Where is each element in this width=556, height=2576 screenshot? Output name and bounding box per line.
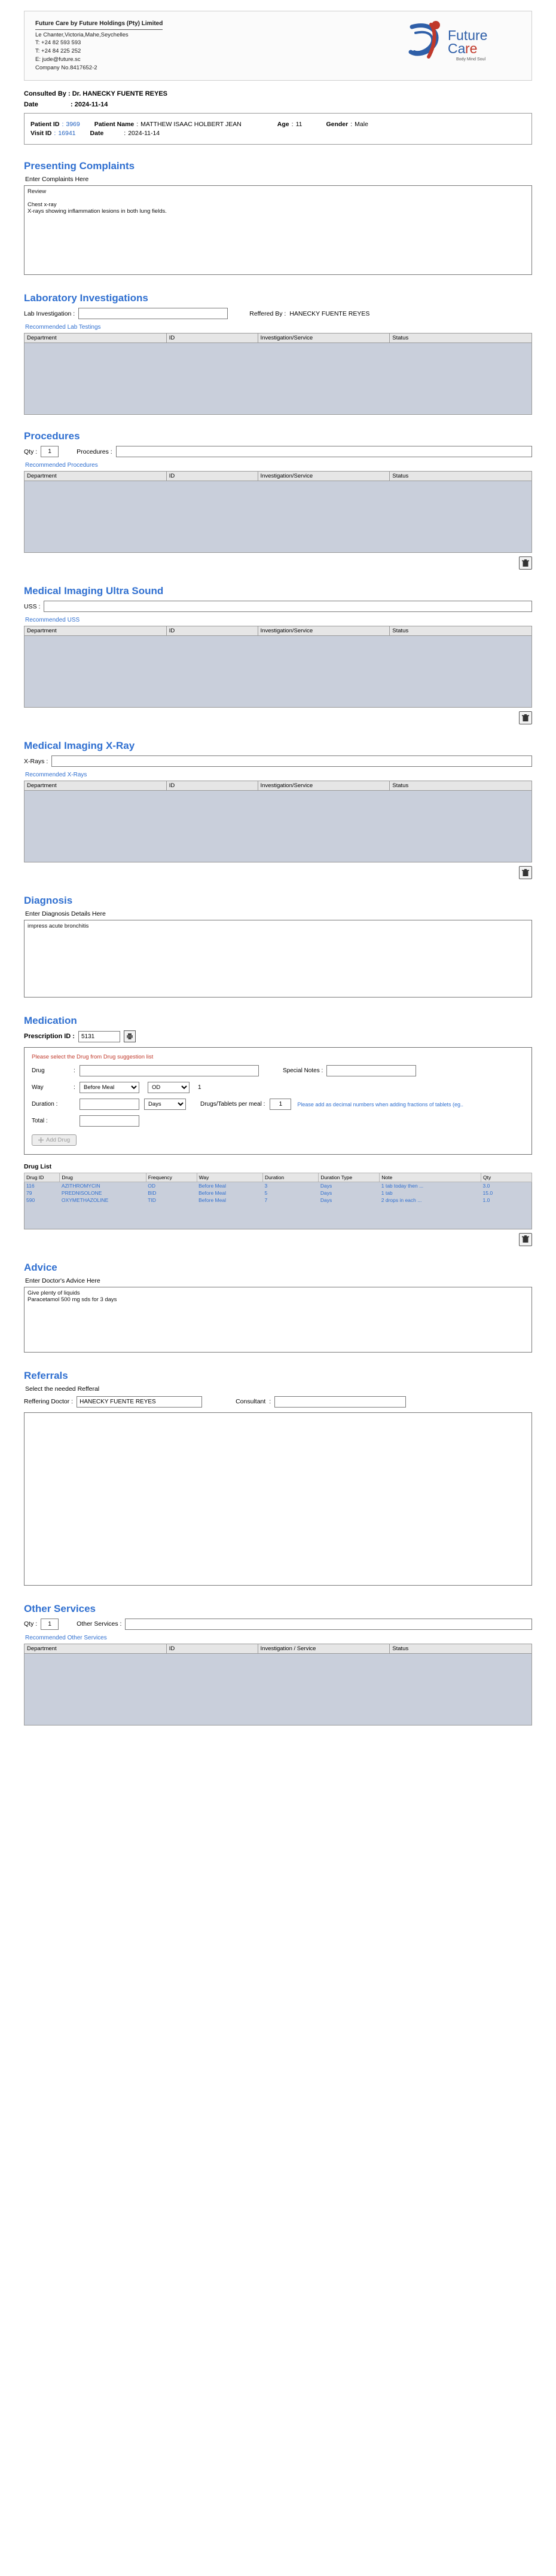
drug-list-title: Drug List bbox=[24, 1163, 52, 1171]
total-row bbox=[32, 1115, 524, 1127]
lab-col-id: ID bbox=[166, 334, 258, 343]
lab-col-department: Department bbox=[25, 334, 167, 343]
procedures-actions bbox=[24, 556, 532, 570]
xray-title: Medical Imaging X-Ray bbox=[24, 740, 135, 752]
proc-col-department: Department bbox=[25, 472, 167, 481]
uss-label: USS : bbox=[24, 602, 41, 610]
drug-col-way: Way bbox=[197, 1173, 262, 1182]
referring-doctor-label: Reffering Doctor : bbox=[24, 1398, 74, 1406]
other-services-qty-label: Qty : bbox=[24, 1620, 38, 1628]
duration-input[interactable] bbox=[80, 1099, 139, 1110]
table-header-row bbox=[25, 1644, 532, 1653]
drug-row-way: Before Meal bbox=[198, 1183, 226, 1189]
laboratory-title: Laboratory Investigations bbox=[24, 292, 148, 304]
procedures-qty-label: Qty : bbox=[24, 448, 38, 455]
diagnosis-sub: Enter Diagnosis Details Here bbox=[25, 910, 106, 918]
table-header-row bbox=[25, 472, 532, 481]
svg-text:Ca: Ca bbox=[448, 41, 466, 56]
drug-input[interactable] bbox=[80, 1065, 259, 1076]
drug-row-frequency: BID bbox=[148, 1190, 157, 1197]
clinic-email: E: jude@future.sc bbox=[35, 56, 81, 63]
drug-list-actions bbox=[24, 1233, 532, 1246]
drug-colon: : bbox=[74, 1067, 75, 1075]
duration-unit-select[interactable] bbox=[144, 1099, 186, 1110]
trash-icon bbox=[522, 559, 529, 567]
lab-results-table bbox=[24, 333, 532, 343]
delete-uss-button[interactable] bbox=[519, 711, 532, 724]
referrals-title: Referrals bbox=[24, 1369, 68, 1381]
drug-selection-warning: Please select the Drug from Drug suggestion list bbox=[32, 1054, 154, 1061]
drug-row-name: OXYMETHAZOLINE bbox=[61, 1197, 109, 1204]
add-drug-button[interactable] bbox=[32, 1134, 77, 1146]
procedures-table bbox=[24, 471, 532, 481]
plus-icon bbox=[38, 1137, 44, 1143]
xray-table bbox=[24, 781, 532, 791]
uss-input-row bbox=[24, 601, 532, 612]
other-services-input[interactable] bbox=[125, 1619, 532, 1630]
svg-text:Body Mind Soul: Body Mind Soul bbox=[456, 57, 486, 62]
trash-icon bbox=[522, 714, 529, 722]
drug-row-name: AZITHROMYCIN bbox=[61, 1183, 100, 1189]
patient-info-row-2 bbox=[30, 130, 526, 137]
procedures-grid bbox=[24, 471, 532, 553]
special-notes-label: Special Notes : bbox=[283, 1067, 323, 1075]
proc-col-id: ID bbox=[166, 472, 258, 481]
patient-age-label: Age bbox=[277, 121, 289, 129]
clinic-info bbox=[35, 20, 163, 72]
drug-row-duration-type: Days bbox=[320, 1190, 332, 1197]
visit-id-value: 16941 bbox=[58, 130, 76, 137]
procedures-label: Procedures : bbox=[77, 448, 112, 455]
trash-icon bbox=[522, 869, 529, 877]
consult-date-row bbox=[24, 101, 532, 108]
os-col-status: Status bbox=[390, 1644, 532, 1653]
patient-name-value: MATTHEW ISAAC HOLBERT JEAN bbox=[140, 121, 242, 129]
other-services-label: Other Services : bbox=[77, 1620, 122, 1628]
prescription-id-label: Prescription ID : bbox=[24, 1033, 75, 1041]
drug-row-id: 79 bbox=[26, 1190, 32, 1197]
drug-row-qty: 15.0 bbox=[482, 1190, 493, 1197]
table-header-row bbox=[25, 1173, 532, 1182]
ultrasound-title: Medical Imaging Ultra Sound bbox=[24, 585, 164, 597]
drug-col-id: Drug ID bbox=[25, 1173, 60, 1182]
way-label: Way bbox=[32, 1084, 44, 1091]
visit-date-value: 2024-11-14 bbox=[128, 130, 160, 137]
way-colon: : bbox=[74, 1084, 75, 1091]
table-row[interactable] bbox=[25, 1189, 532, 1197]
duration-label: Duration : bbox=[32, 1101, 58, 1108]
svg-text:re: re bbox=[465, 41, 478, 56]
uss-input[interactable] bbox=[44, 601, 532, 612]
drug-row bbox=[32, 1065, 524, 1076]
future-care-logo-icon bbox=[401, 20, 515, 71]
patient-gender-value: Male bbox=[355, 121, 368, 129]
other-services-grid bbox=[24, 1644, 532, 1726]
procedures-input-row bbox=[24, 446, 532, 457]
delete-procedure-button[interactable] bbox=[519, 556, 532, 570]
recommended-other-services-link[interactable]: Recommended Other Services bbox=[25, 1634, 107, 1641]
diagnosis-textarea[interactable] bbox=[24, 920, 532, 998]
referrals-sub: Select the needed Refferal bbox=[25, 1385, 100, 1393]
proc-col-investigation: Investigation/Service bbox=[258, 472, 390, 481]
diagnosis-title: Diagnosis bbox=[24, 895, 73, 907]
consulted-by-value: Dr. HANECKY FUENTE REYES bbox=[72, 90, 168, 98]
drug-row-way: Before Meal bbox=[198, 1190, 226, 1197]
drug-row-note: 1 tab bbox=[381, 1190, 393, 1197]
clinic-header bbox=[24, 11, 532, 81]
way-row bbox=[32, 1082, 524, 1093]
lab-results-body bbox=[24, 343, 532, 415]
other-services-input-row bbox=[24, 1619, 532, 1630]
printer-icon bbox=[126, 1033, 133, 1040]
drug-list-table bbox=[24, 1173, 532, 1229]
prescription-id-input[interactable] bbox=[78, 1031, 120, 1042]
clinic-logo bbox=[395, 20, 521, 71]
other-services-qty-input[interactable] bbox=[41, 1619, 59, 1630]
prescription-id-row bbox=[24, 1030, 532, 1042]
clinic-name: Future Care by Future Holdings (Pty) Limited bbox=[35, 20, 163, 30]
drugs-per-meal-label: Drugs/Tablets per meal : bbox=[200, 1101, 265, 1108]
consultant-colon: : bbox=[269, 1398, 271, 1406]
drug-col-note: Note bbox=[380, 1173, 481, 1182]
consult-date-colon: : bbox=[70, 101, 73, 109]
consulted-by-label: Consulted By : bbox=[24, 90, 71, 98]
route-select[interactable] bbox=[148, 1082, 190, 1093]
table-header-row bbox=[25, 626, 532, 636]
drug-row-duration: 7 bbox=[264, 1197, 268, 1204]
special-notes-input[interactable] bbox=[326, 1065, 416, 1076]
lab-col-investigation: Investigation/Service bbox=[258, 334, 390, 343]
lab-investigation-label: Lab Investigation : bbox=[24, 310, 75, 317]
patient-id-colon: : bbox=[62, 121, 64, 129]
xray-col-status: Status bbox=[390, 781, 532, 791]
decimal-note: Please add as decimal numbers when adding fractions of tablets (eg.. bbox=[297, 1101, 464, 1108]
procedures-qty-input[interactable] bbox=[41, 446, 59, 457]
patient-name-label: Patient Name bbox=[94, 121, 135, 129]
recommended-procedures-link[interactable]: Recommended Procedures bbox=[25, 462, 98, 469]
total-label: Total : bbox=[32, 1118, 48, 1125]
drug-row-name: PREDNISOLONE bbox=[61, 1190, 102, 1197]
frequency-extra-value: 1 bbox=[198, 1084, 201, 1091]
recommended-lab-testings-link[interactable]: Recommended Lab Testings bbox=[25, 324, 101, 331]
uss-actions bbox=[24, 711, 532, 724]
drug-col-duration: Duration bbox=[263, 1173, 319, 1182]
patient-gender-colon: : bbox=[350, 121, 353, 129]
patient-name-colon: : bbox=[136, 121, 139, 129]
consultant-input[interactable] bbox=[274, 1396, 406, 1408]
delete-xray-button[interactable] bbox=[519, 866, 532, 879]
drug-row-duration-type: Days bbox=[320, 1197, 332, 1204]
svg-text:Future: Future bbox=[448, 27, 488, 43]
visit-date-label: Date bbox=[90, 130, 104, 137]
uss-table bbox=[24, 626, 532, 636]
drug-row-id: 116 bbox=[26, 1183, 35, 1189]
drug-row-qty: 3.0 bbox=[482, 1183, 490, 1189]
drug-row-note: 2 drops in each ... bbox=[381, 1197, 422, 1204]
medication-title: Medication bbox=[24, 1015, 77, 1027]
visit-date-colon: : bbox=[124, 130, 126, 137]
os-col-investigation: Investigation / Service bbox=[258, 1644, 390, 1653]
total-input[interactable] bbox=[80, 1115, 139, 1127]
uss-col-id: ID bbox=[166, 626, 258, 636]
clinic-company-no: Company No.8417652-2 bbox=[35, 64, 97, 71]
procedures-input[interactable] bbox=[116, 446, 532, 457]
uss-body bbox=[24, 636, 532, 708]
lab-investigation-input[interactable] bbox=[78, 308, 228, 319]
drugs-per-meal-input[interactable] bbox=[270, 1099, 291, 1110]
xray-col-id: ID bbox=[166, 781, 258, 791]
drug-col-duration-type: Duration Type bbox=[319, 1173, 380, 1182]
procedures-title: Procedures bbox=[24, 430, 80, 442]
drug-row-id: 590 bbox=[26, 1197, 35, 1204]
drug-col-qty: Qty bbox=[481, 1173, 532, 1182]
drug-label: Drug bbox=[32, 1067, 45, 1075]
uss-col-investigation: Investigation/Service bbox=[258, 626, 390, 636]
uss-grid bbox=[24, 626, 532, 708]
patient-info-row-1 bbox=[30, 121, 526, 128]
referred-by-value: HANECKY FUENTE REYES bbox=[289, 310, 370, 317]
referral-notes-textarea[interactable] bbox=[24, 1412, 532, 1586]
drug-col-drug: Drug bbox=[60, 1173, 146, 1182]
way-select[interactable] bbox=[80, 1082, 139, 1093]
referral-doctor-row bbox=[24, 1396, 532, 1408]
presenting-complaints-title: Presenting Complaints bbox=[24, 160, 135, 172]
xray-input-row bbox=[24, 755, 532, 767]
delete-drug-button[interactable] bbox=[519, 1233, 532, 1246]
drug-row-frequency: TID bbox=[148, 1197, 156, 1204]
lab-col-status: Status bbox=[390, 334, 532, 343]
xray-input[interactable] bbox=[51, 755, 532, 767]
advice-title: Advice bbox=[24, 1261, 57, 1273]
drug-row-frequency: OD bbox=[148, 1183, 155, 1189]
drug-row-duration-type: Days bbox=[320, 1183, 332, 1189]
drug-list-empty-space bbox=[25, 1204, 532, 1229]
visit-id-label: Visit ID bbox=[30, 130, 52, 137]
xray-col-department: Department bbox=[25, 781, 167, 791]
print-prescription-button[interactable] bbox=[124, 1030, 136, 1042]
referred-by-label: Reffered By : bbox=[249, 310, 286, 317]
consult-date-label: Date bbox=[24, 101, 38, 109]
medication-entry-panel bbox=[24, 1047, 532, 1155]
presenting-complaints-sub: Enter Complaints Here bbox=[25, 176, 89, 183]
trash-icon bbox=[522, 1235, 529, 1243]
drug-row-duration: 3 bbox=[264, 1183, 268, 1189]
drug-col-frequency: Frequency bbox=[146, 1173, 197, 1182]
patient-id-label: Patient ID bbox=[30, 121, 60, 129]
proc-col-status: Status bbox=[390, 472, 532, 481]
uss-col-status: Status bbox=[390, 626, 532, 636]
recommended-uss-link[interactable]: Recommended USS bbox=[25, 617, 80, 624]
patient-age-colon: : bbox=[291, 121, 294, 129]
consulted-by-row bbox=[24, 90, 532, 97]
lab-results-grid bbox=[24, 333, 532, 415]
recommended-xrays-link[interactable]: Recommended X-Rays bbox=[25, 772, 87, 779]
drug-row-duration: 5 bbox=[264, 1190, 268, 1197]
clinic-tel-1: T: +24 82 593 593 bbox=[35, 39, 81, 47]
add-drug-label: Add Drug bbox=[46, 1137, 71, 1144]
xray-body bbox=[24, 791, 532, 862]
xray-grid bbox=[24, 781, 532, 862]
other-services-table bbox=[24, 1644, 532, 1654]
xray-actions bbox=[24, 866, 532, 879]
table-header-row bbox=[25, 781, 532, 791]
drug-row-qty: 1.0 bbox=[482, 1197, 490, 1204]
advice-textarea[interactable] bbox=[24, 1287, 532, 1353]
other-services-body bbox=[24, 1654, 532, 1726]
os-col-department: Department bbox=[25, 1644, 167, 1653]
patient-gender-label: Gender bbox=[326, 121, 349, 129]
visit-id-colon: : bbox=[54, 130, 56, 137]
procedures-body bbox=[24, 481, 532, 553]
xray-label: X-Rays : bbox=[24, 757, 48, 765]
patient-id-value: 3969 bbox=[66, 121, 80, 129]
patient-info-box bbox=[24, 113, 532, 145]
clinic-tel-2: T: +24 84 225 252 bbox=[35, 48, 81, 55]
lab-investigation-row bbox=[24, 308, 532, 319]
uss-col-department: Department bbox=[25, 626, 167, 636]
patient-age-value: 11 bbox=[295, 121, 303, 129]
advice-sub: Enter Doctor's Advice Here bbox=[25, 1277, 100, 1284]
table-row[interactable] bbox=[25, 1197, 532, 1204]
clinic-address: Le Chanter,Victoria,Mahe,Seychelles bbox=[35, 31, 129, 38]
table-row[interactable] bbox=[25, 1182, 532, 1190]
consult-date-value: 2024-11-14 bbox=[74, 101, 108, 109]
xray-col-investigation: Investigation/Service bbox=[258, 781, 390, 791]
drug-row-way: Before Meal bbox=[198, 1197, 226, 1204]
other-services-title: Other Services bbox=[24, 1602, 96, 1614]
os-col-id: ID bbox=[166, 1644, 258, 1653]
table-header-row bbox=[25, 334, 532, 343]
drug-row-note: 1 tab today then ... bbox=[381, 1183, 424, 1189]
consultant-label: Consultant bbox=[236, 1398, 266, 1406]
duration-row bbox=[32, 1099, 524, 1110]
complaints-textarea[interactable] bbox=[24, 185, 532, 275]
referring-doctor-input[interactable] bbox=[77, 1396, 202, 1408]
